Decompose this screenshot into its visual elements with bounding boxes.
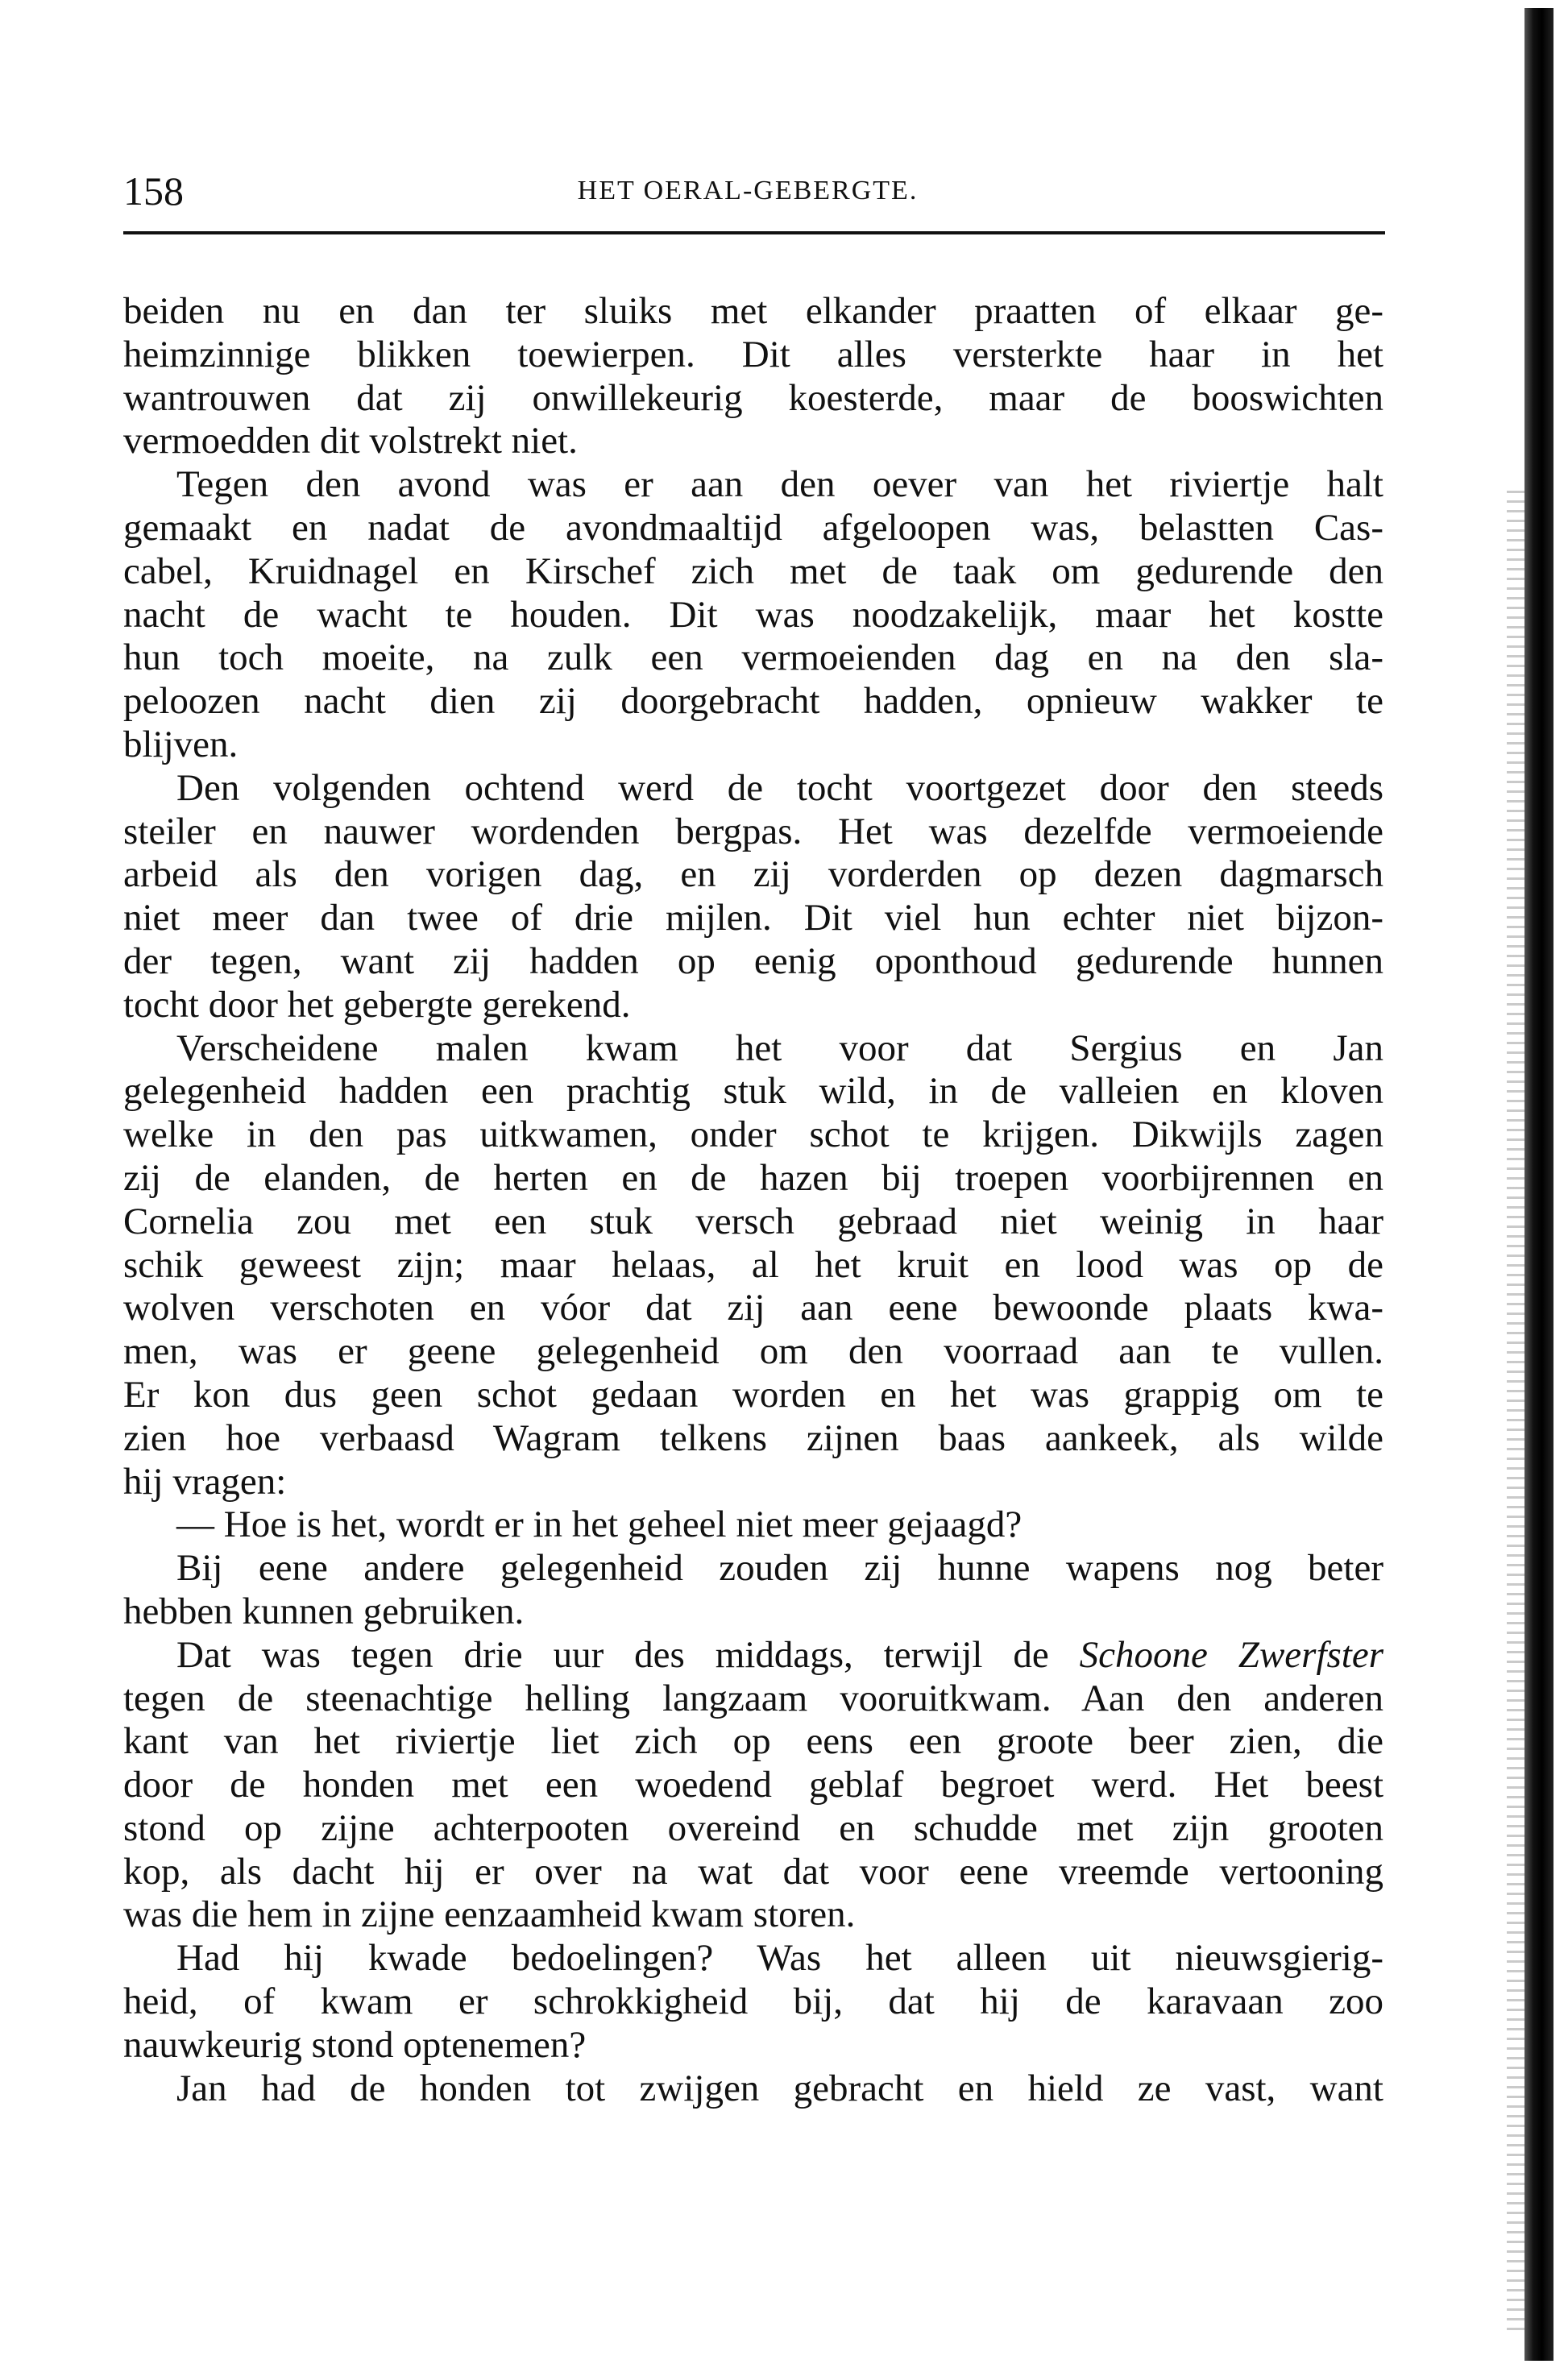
text-line: [123, 2067, 1383, 2111]
text-line: [123, 1590, 1383, 1634]
text-line-content: was die hem in zijne eenzaamheid kwam storen.: [123, 1893, 856, 1936]
text-line: [123, 1764, 1383, 1807]
text-line: [123, 1244, 1383, 1288]
text-line: [123, 1330, 1383, 1374]
text-line: [123, 594, 1383, 637]
text-line: [123, 290, 1383, 334]
running-title: HET OERAL-GEBERGTE.: [577, 176, 919, 205]
text-line-content: wolven verschoten en vóor dat zij aan eene bewoonde plaats kwa-: [123, 1287, 1383, 1329]
text-line: [123, 680, 1383, 724]
italic-ship-name: Schoone Zwerfster: [1079, 1633, 1384, 1676]
text-line: [123, 767, 1383, 811]
text-line-content: kant van het riviertje liet zich op eens een groote beer zien, die: [123, 1720, 1383, 1763]
text-line: [123, 1070, 1383, 1113]
text-line-content: Bij eene andere gelegenheid zouden zij hunne wapens nog beter: [176, 1547, 1383, 1590]
text-line: [123, 1113, 1383, 1157]
text-line: [123, 1287, 1383, 1330]
text-line-content: arbeid als den vorigen dag, en zij vorderden op dezen dagmarsch: [123, 853, 1383, 896]
text-line: [123, 1980, 1383, 2024]
text-line-content: Jan had de honden tot zwijgen gebracht en hield ze vast, want: [176, 2067, 1383, 2109]
text-line-content: Den volgenden ochtend werd de tocht voortgezet door den steeds: [176, 766, 1383, 809]
text-line-content: peloozen nacht dien zij doorgebracht hadden, opnieuw wakker te: [123, 680, 1383, 723]
scan-edge-shadow: [1507, 483, 1524, 2337]
page-number: 158: [123, 168, 184, 214]
text-line: [123, 377, 1383, 421]
text-line-content: Had hij kwade bedoelingen? Was het alleen uit nieuwsgierig-: [176, 1937, 1383, 1980]
text-line: [123, 853, 1383, 897]
text-line: [123, 811, 1383, 854]
text-line-content: hebben kunnen gebruiken.: [123, 1590, 525, 1632]
text-line-content: nacht de wacht te houden. Dit was noodzakelijk, maar het kostte: [123, 593, 1383, 636]
text-line-content: heimzinnige blikken toewierpen. Dit alles versterkte haar in het: [123, 333, 1383, 375]
text-line-content: Dat was tegen drie uur des middags, terwijl de: [176, 1633, 1080, 1676]
text-line-content: hij vragen:: [123, 1460, 287, 1503]
text-line-content: zien hoe verbaasd Wagram telkens zijnen baas aankeek, als wilde: [123, 1416, 1383, 1459]
text-line-content: cabel, Kruidnagel en Kirschef zich met de taak om gedurende den: [123, 549, 1383, 592]
text-line-content: zij de elanden, de herten en de hazen bij troepen voorbijrennen en: [123, 1156, 1383, 1199]
text-line: [123, 1807, 1383, 1851]
text-line-content: Tegen den avond was er aan den oever van het riviertje halt: [176, 463, 1383, 506]
text-line-content: blijven.: [123, 723, 239, 765]
text-line: [123, 1851, 1383, 1894]
text-line-content: tegen de steenachtige helling langzaam vooruitkwam. Aan den anderen: [123, 1677, 1383, 1719]
text-line: [123, 984, 1383, 1027]
text-line: [123, 507, 1383, 550]
text-line-content: nauwkeurig stond optenemen?: [123, 2023, 587, 2066]
text-line: [123, 420, 1383, 463]
text-line-content: beiden nu en dan ter sluiks met elkander praatten of elkaar ge-: [123, 290, 1383, 332]
text-line-content: Cornelia zou met een stuk versch gebraad niet weinig in haar: [123, 1200, 1383, 1242]
text-line: [123, 1678, 1383, 1721]
text-line: [123, 1157, 1383, 1201]
text-line: [123, 1027, 1383, 1071]
text-line-content: steiler en nauwer wordenden bergpas. Het was dezelfde vermoeiende: [123, 810, 1383, 852]
header-rule: [123, 231, 1385, 234]
text-line: [123, 1937, 1383, 1980]
text-line: [123, 637, 1383, 680]
scan-edge-strip: [1524, 8, 1553, 2361]
text-line-content: gelegenheid hadden een prachtig stuk wild, in de valleien en kloven: [123, 1070, 1383, 1113]
text-line-content: schik geweest zijn; maar helaas, al het kruit en lood was op de: [123, 1243, 1383, 1286]
text-line: [123, 334, 1383, 377]
text-line: [123, 2024, 1383, 2067]
text-line: [123, 1547, 1383, 1590]
text-line-content: hun toch moeite, na zulk een vermoeienden dag en na den sla-: [123, 637, 1383, 679]
text-line-content: vermoedden dit volstrekt niet.: [123, 420, 578, 462]
text-line-content: niet meer dan twee of drie mijlen. Dit viel hun echter niet bijzon-: [123, 897, 1383, 939]
text-line: [123, 1374, 1383, 1417]
text-line-content: gemaakt en nadat de avondmaaltijd afgeloopen was, belastten Cas-: [123, 506, 1383, 549]
text-line-content: welke in den pas uitkwamen, onder schot te krijgen. Dikwijls zagen: [123, 1113, 1383, 1156]
body-text: [123, 290, 1383, 2110]
text-line: [123, 1634, 1383, 1678]
text-line: [123, 463, 1383, 507]
text-line: [123, 1503, 1383, 1547]
text-line: [123, 1893, 1383, 1937]
text-line: [123, 897, 1383, 940]
text-line: [123, 1417, 1383, 1461]
text-line: [123, 1720, 1383, 1764]
text-line: [123, 550, 1383, 594]
text-line: [123, 1201, 1383, 1244]
text-line: [123, 724, 1383, 767]
text-line: [123, 1461, 1383, 1504]
text-line-content: der tegen, want zij hadden op eenig oponthoud gedurende hunnen: [123, 939, 1383, 982]
text-line-content: kop, als dacht hij er over na wat dat voor eene vreemde vertooning: [123, 1850, 1383, 1893]
text-line-content: wantrouwen dat zij onwillekeurig koesterde, maar de booswichten: [123, 376, 1383, 419]
text-line-content: door de honden met een woedend geblaf begroet werd. Het beest: [123, 1764, 1383, 1806]
text-line-content: — Hoe is het, wordt er in het geheel niet meer gejaagd?: [176, 1503, 1023, 1546]
text-line: [123, 940, 1383, 984]
text-line-content: Er kon dus geen schot gedaan worden en het was grappig om te: [123, 1373, 1383, 1416]
text-line-content: heid, of kwam er schrokkigheid bij, dat hij de karavaan zoo: [123, 1980, 1383, 2023]
text-line-content: stond op zijne achterpooten overeind en schudde met zijn grooten: [123, 1806, 1383, 1849]
text-line-content: tocht door het gebergte gerekend.: [123, 983, 631, 1026]
text-line-content: Verscheidene malen kwam het voor dat Sergius en Jan: [176, 1026, 1383, 1069]
text-line-content: men, was er geene gelegenheid om den voorraad aan te vullen.: [123, 1330, 1383, 1373]
